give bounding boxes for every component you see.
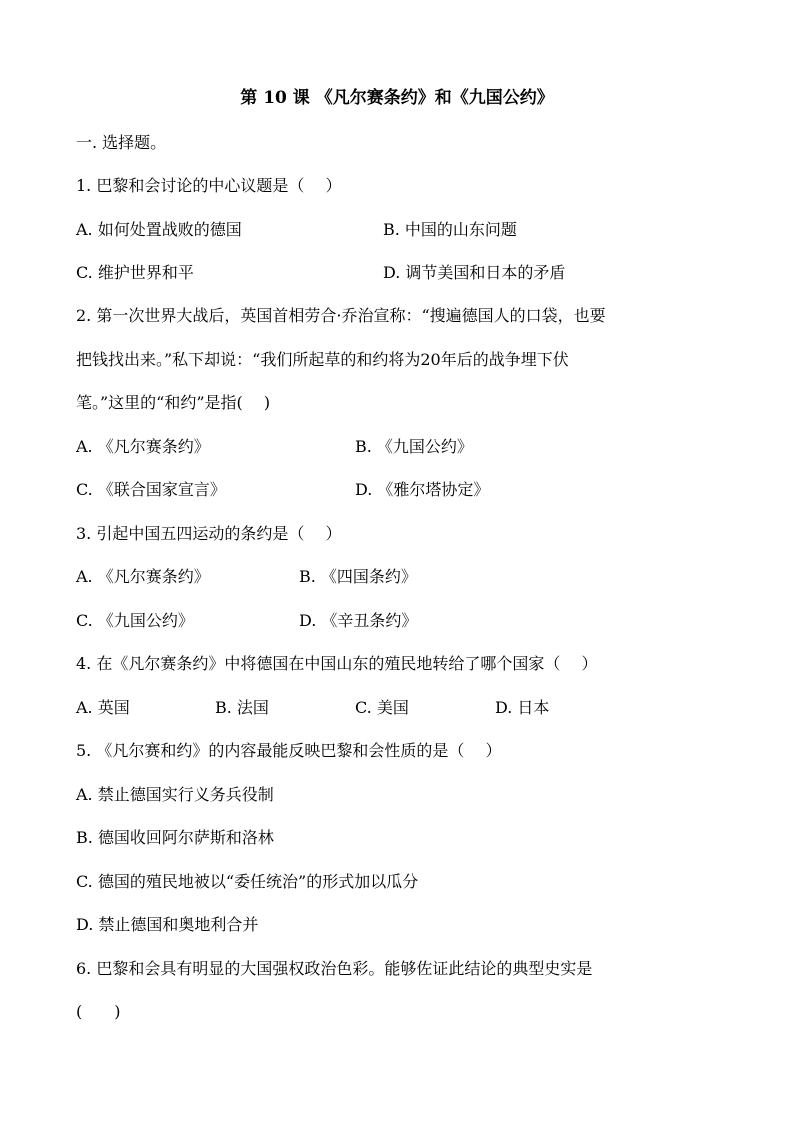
question-5-stem: 5. 《凡尔赛和约》的内容最能反映巴黎和会性质的是（ ） xyxy=(76,741,502,760)
question-2-option-d: D. 《雅尔塔协定》 xyxy=(355,480,490,499)
question-1-stem: 1. 巴黎和会讨论的中心议题是（ ） xyxy=(76,176,342,195)
question-1-option-c: C. 维护世界和平 xyxy=(76,263,194,282)
question-3-option-c: C. 《九国公约》 xyxy=(76,611,194,630)
question-4-stem: 4. 在《凡尔赛条约》中将德国在中国山东的殖民地转给了哪个国家（ ） xyxy=(76,654,598,673)
question-3-option-b: B. 《四国条约》 xyxy=(299,567,417,586)
question-2-stem-line-1: 2. 第一次世界大战后，英国首相劳合·乔治宣称：“搜遍德国人的口袋，也要 xyxy=(76,306,606,325)
question-4-option-b: B. 法国 xyxy=(215,698,269,717)
question-4-option-a: A. 英国 xyxy=(76,698,130,717)
question-5-option-b: B. 德国收回阿尔萨斯和洛林 xyxy=(76,828,274,847)
question-2-stem-line-3: 笔。”这里的“和约”是指( ) xyxy=(76,393,271,412)
page-title: 第 10 课 《凡尔赛条约》和《九国公约》 xyxy=(240,88,554,108)
question-2-stem-line-2: 把钱找出来。”私下却说：“我们所起草的和约将为20年后的战争埋下伏 xyxy=(76,350,569,369)
question-4-option-c: C. 美国 xyxy=(355,698,409,717)
section-heading: 一. 选择题。 xyxy=(76,133,167,152)
question-2-option-b: B. 《九国公约》 xyxy=(355,437,473,456)
question-6-stem-line-2: ( ) xyxy=(76,1002,121,1021)
question-5-option-d: D. 禁止德国和奥地利合并 xyxy=(76,915,259,934)
question-1-option-d: D. 调节美国和日本的矛盾 xyxy=(383,263,566,282)
question-2-option-c: C. 《联合国家宣言》 xyxy=(76,480,226,499)
question-3-option-a: A. 《凡尔赛条约》 xyxy=(76,567,210,586)
question-3-option-d: D. 《辛丑条约》 xyxy=(299,611,418,630)
question-1-option-a: A. 如何处置战败的德国 xyxy=(76,220,242,239)
question-5-option-a: A. 禁止德国实行义务兵役制 xyxy=(76,785,274,804)
question-6-stem-line-1: 6. 巴黎和会具有明显的大国强权政治色彩。能够佐证此结论的典型史实是 xyxy=(76,959,593,978)
question-4-option-d: D. 日本 xyxy=(495,698,550,717)
question-3-stem: 3. 引起中国五四运动的条约是（ ） xyxy=(76,524,342,543)
question-1-option-b: B. 中国的山东问题 xyxy=(383,220,517,239)
question-5-option-c: C. 德国的殖民地被以“委任统治”的形式加以瓜分 xyxy=(76,872,419,891)
question-2-option-a: A. 《凡尔赛条约》 xyxy=(76,437,210,456)
